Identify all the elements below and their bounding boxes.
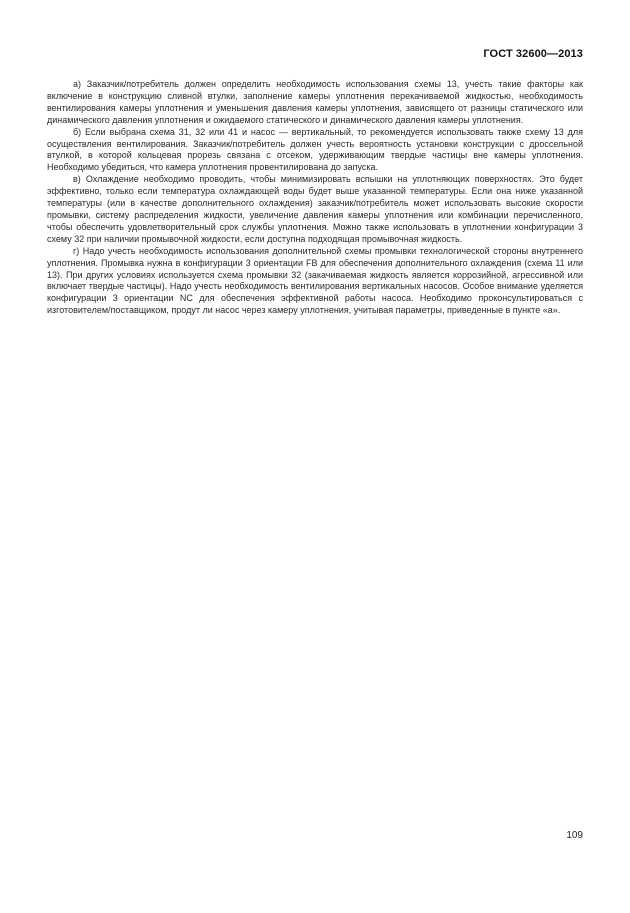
document-body: [47, 79, 583, 317]
page-number: 109: [566, 830, 583, 841]
paragraph-v: в) Охлаждение необходимо проводить, чтобы минимизировать вспышки на уплотняющих поверхностях. Это будет эффективно, только если температура охлаждающей воды будет выше указанной температуры. Если она ниже указанной температуры (или в качестве дополнительного охлаждения) заказчик/потребитель может использовать высокие скорости промывки, систему распределения жидкости, увеличение давления камеры уплотнения или комбинации перечисленного, чтобы обеспечить удовлетворительный срок службы уплотнения. Можно также использовать в уплотнении конфигурации 3 схему 32 при наличии промывочной жидкости, если доступна подходящая промывочная жидкость.: [47, 174, 583, 244]
paragraph-g: г) Надо учесть необходимость использования дополнительной схемы промывки технологической стороны внутреннего уплотнения. Промывка нужна в конфигурации 3 ориентации FB для обеспечения дополнительного охлаждения (схема 11 или 13). При других условиях используется схема промывки 32 (закачиваемая жидкость является коррозийной, агрессивной или включает твердые частицы). Надо учесть необходимость вентилирования вертикальных насосов. Особое внимание уделяется конфигурации 3 ориентации NC для обеспечения эффективной работы насоса. Необходимо проконсультироваться с изготовителем/поставщиком, продут ли насос через камеру уплотнения, учитывая параметры, приведенные в пункте «а».: [47, 245, 583, 316]
paragraph-a: а) Заказчик/потребитель должен определить необходимость использования схемы 13, учесть такие факторы как включение в конструкцию сливной втулки, заполнение камеры уплотнения перекачиваемой жидкостью, необходимость вентилирования камеры уплотнения и уменьшения давления камеры уплотнения, зависящего от разницы статического или динамического давления уплотнения и ожидаемого статического и динамического давления камеры уплотнения.: [47, 79, 583, 125]
standard-designation: ГОСТ 32600—2013: [483, 48, 583, 60]
paragraph-b: б) Если выбрана схема 31, 32 или 41 и насос — вертикальный, то рекомендуется использовать также схему 13 для осуществления вентилирования. Заказчик/потребитель должен учесть вероятность установки конструкции с дроссельной втулкой, в которой кольцевая прорезь связана с отсеком, удерживающим твердые частицы вне камеры уплотнения. Необходимо убедиться, что камера уплотнения провентилирована до запуска.: [47, 126, 583, 173]
